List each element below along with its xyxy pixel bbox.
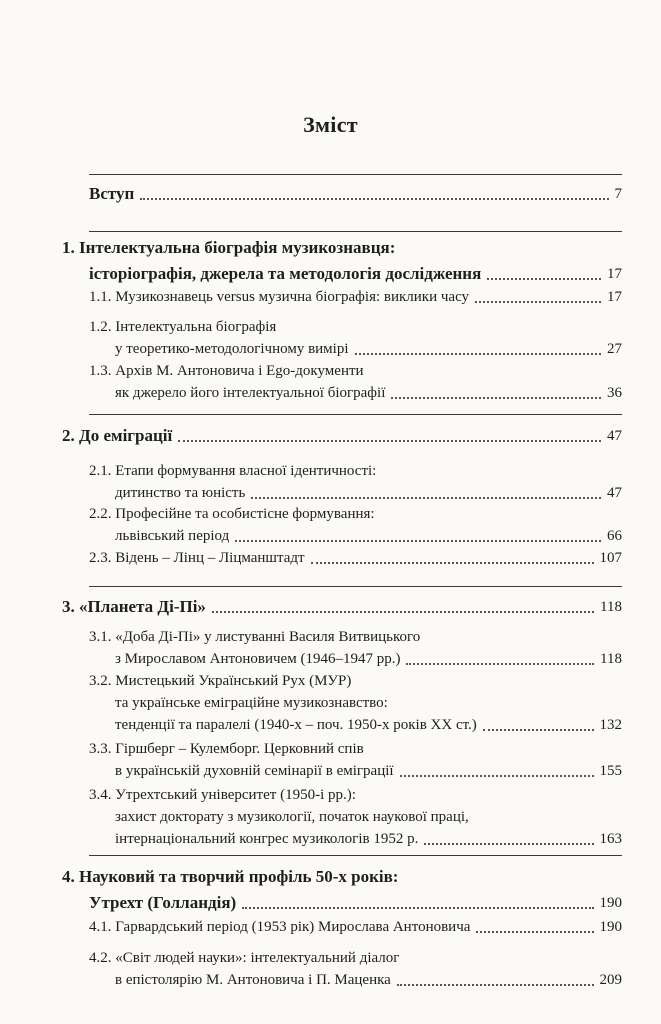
- page-number: 163: [599, 831, 622, 847]
- entry-title-line: 3.1. «Доба Ді-Пі» у листуванні Василя Витвицького: [89, 629, 421, 645]
- entry-title-line: дитинство та юність: [115, 485, 246, 501]
- entry-title-line: як джерело його інтелектуальної біографії: [115, 385, 386, 401]
- entry-title-line: захист докторату з музикології, початок наукової праці,: [115, 809, 469, 825]
- entry-title-line: 1.3. Архів М. Антоновича і Ego-документи: [89, 363, 364, 379]
- entry-title-line: в українській духовній семінарії в еміграції: [115, 763, 394, 779]
- page-number: 118: [600, 599, 622, 615]
- dot-leader: [483, 729, 594, 731]
- entry-title-line: львівський період: [115, 528, 230, 544]
- entry-title-line: 2.1. Етапи формування власної ідентичності:: [89, 463, 377, 479]
- page-number: 118: [600, 651, 622, 667]
- dot-leader: [475, 301, 601, 303]
- page-number: 17: [607, 266, 622, 282]
- page-number: 36: [607, 385, 622, 401]
- page-number: 209: [599, 972, 622, 988]
- entry-title-line: у теоретико-методологічному вимірі: [115, 341, 349, 357]
- page-number: 155: [599, 763, 622, 779]
- entry-title-line: 2.2. Професійне та особистісне формування:: [89, 506, 375, 522]
- entry-title-line: 4.1. Гарвардський період (1953 рік) Мирослава Антоновича: [89, 919, 471, 935]
- dot-leader: [140, 198, 608, 200]
- dot-leader: [212, 611, 594, 613]
- page-number: 190: [599, 895, 622, 911]
- separator-line: [89, 855, 622, 856]
- dot-leader: [406, 663, 594, 665]
- separator-line: [89, 586, 622, 587]
- entry-title-line: 1.2. Інтелектуальна біографія: [89, 319, 277, 335]
- entry-title-line: 1. Інтелектуальна біографія музикознавця:: [62, 238, 396, 257]
- page-number: 17: [607, 289, 622, 305]
- dot-leader: [400, 775, 594, 777]
- dot-leader: [355, 353, 601, 355]
- entry-title-line: 4. Науковий та творчий профіль 50-х років:: [62, 867, 399, 886]
- entry-title-line: в епістолярію М. Антоновича і П. Маценка: [115, 972, 391, 988]
- entry-title-line: історіографія, джерела та методологія дослідження: [89, 264, 482, 283]
- entry-title-line: 3.2. Мистецький Український Рух (МУР): [89, 673, 352, 689]
- page-number: 47: [607, 485, 622, 501]
- dot-leader: [424, 843, 593, 845]
- dot-leader: [397, 984, 594, 986]
- separator-line: [89, 174, 622, 175]
- dot-leader: [311, 562, 594, 564]
- dot-leader: [242, 907, 593, 909]
- dot-leader: [178, 440, 601, 442]
- page-title: Зміст: [303, 112, 358, 137]
- entry-title-line: з Мирославом Антоновичем (1946–1947 рр.): [115, 651, 401, 667]
- dot-leader: [391, 397, 601, 399]
- entry-title-line: та українське еміграційне музикознавство:: [115, 695, 388, 711]
- separator-line: [89, 414, 622, 415]
- page-number: 132: [599, 717, 622, 733]
- dot-leader: [476, 931, 593, 933]
- page-number: 66: [607, 528, 622, 544]
- entry-title-line: 3. «Планета Ді-Пі»: [62, 597, 206, 616]
- entry-title-line: інтернаціональний конгрес музикологів 1952 р.: [115, 831, 419, 847]
- dot-leader: [235, 540, 601, 542]
- entry-title-line: тенденції та паралелі (1940-х – поч. 1950-х років ХХ ст.): [115, 717, 477, 733]
- dot-leader: [251, 497, 601, 499]
- page-number: 27: [607, 341, 622, 357]
- entry-title-line: Утрехт (Голландія): [89, 893, 237, 912]
- page-number: 190: [599, 919, 622, 935]
- dot-leader: [487, 278, 601, 280]
- entry-title-line: 2. До еміграції: [62, 426, 173, 445]
- page-number: 47: [607, 428, 622, 444]
- entry-title-line: 3.4. Утрехтський університет (1950-і рр.):: [89, 787, 356, 803]
- entry-title-line: Вступ: [89, 184, 135, 203]
- page-number: 107: [599, 550, 622, 566]
- entry-title-line: 1.1. Музикознавець versus музична біографія: виклики часу: [89, 289, 470, 305]
- entry-title-line: 4.2. «Світ людей науки»: інтелектуальний діалог: [89, 950, 400, 966]
- entry-title-line: 2.3. Відень – Лінц – Ліцманштадт: [89, 550, 305, 566]
- separator-line: [89, 231, 622, 232]
- entry-title-line: 3.3. Гіршберг – Кулемборг. Церковний спів: [89, 741, 364, 757]
- page-number: 7: [614, 186, 622, 202]
